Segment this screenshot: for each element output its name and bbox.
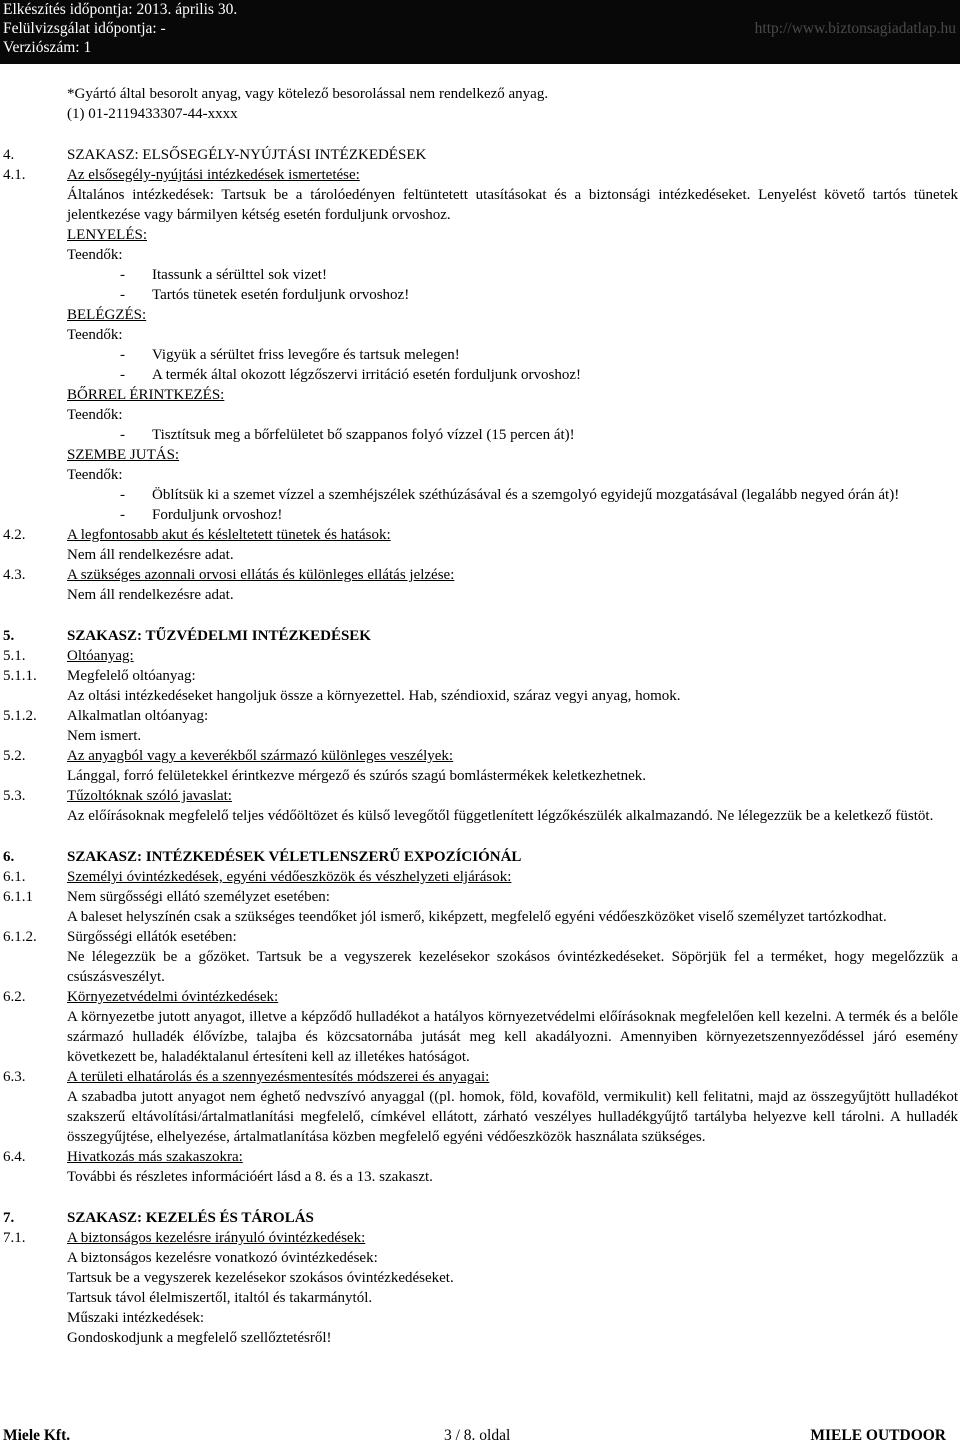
section-5-3-heading [0,786,960,806]
section-number: 5.2. [3,748,26,764]
section-text: Tartsuk be a vegyszerek kezelésekor szokásos óvintézkedéseket. [67,1270,454,1286]
header-lines [3,0,237,57]
section-text: A baleset helyszínén csak a szükséges teendőket jól ismerő, kiképzett, megfelelő egyéni védőeszközöket viselő személyzet tartózkodhat. [67,909,887,925]
actions-label: Teendők: [67,247,123,263]
section-text: Nem ismert. [67,728,142,744]
section-6-heading [0,847,960,867]
section-text: Ne lélegezzük be a gőzöket. Tartsuk be a vegyszerek kezelésekor szokásos óvintézkedéseket. Söpörjük fel a terméket, hogy megelőzzük a csúszásveszélyt. [67,949,958,985]
list-item: - Öblítsük ki a szemet vízzel a szemhéjszélek széthúzásával és a szemgolyó egyidejű mozgatásával (legalább negyed órán át)! [120,487,900,503]
document-body [0,84,960,1348]
section-text: Lánggal, forró felületekkel érintkezve mérgező és szúrós szagú bomlástermékek keletkezhetnek. [67,768,647,784]
section-4-heading [0,145,960,165]
section-title: Az anyagból vagy a keverékből származó különleges veszélyek: [67,748,454,764]
section-number: 6.3. [3,1069,26,1085]
actions-label: Teendők: [67,407,123,423]
section-title: Tűzoltóknak szóló javaslat: [67,788,232,804]
list-item: - Tartós tünetek esetén forduljunk orvoshoz! [120,287,410,303]
section-4-2-heading [0,525,960,545]
section-text: Műszaki intézkedések: [67,1310,205,1326]
section-number: 7.1. [3,1230,26,1246]
section-title: SZAKASZ: KEZELÉS ÉS TÁROLÁS [67,1210,314,1226]
section-text: Gondoskodjunk a megfelelő szellőztetésről! [67,1330,332,1346]
section-number: 4. [3,147,15,163]
inhalation-heading: BELÉGZÉS: [67,307,147,323]
section-number: 6.1. [3,869,26,885]
section-5-2-heading [0,746,960,766]
list-item: - Vigyük a sérültet friss levegőre és tartsuk melegen! [120,347,460,363]
section-6-3-heading [0,1067,960,1087]
section-text: Nem áll rendelkezésre adat. [67,547,234,563]
section-number: 6.4. [3,1149,26,1165]
section-number: 5. [3,628,15,644]
section-text: Az oltási intézkedéseket hangoljuk össze a környezettel. Hab, széndioxid, száraz vegyi anyag, homok. [67,688,681,704]
section-number: 4.1. [3,167,26,183]
section-text: A környezetbe jutott anyagot, illetve a képződő hulladékot a hatályos környezetvédelmi előírásoknak megfelelően kell kezelni. A termék és a belőle származó hulladék élővízbe, talajba és közcsatornába jutását meg kell akadályozni. Amennyiben környezetszennyeződéssel járó esemény következett be, haladéktalanul értesíteni kell az illetékes hatóságot. [67,1009,958,1065]
section-5-1-1-heading [0,666,960,686]
section-6-2-heading [0,987,960,1007]
list-item: - Itassunk a sérülttel sok vizet! [120,267,327,283]
classification-note: *Gyártó által besorolt anyag, vagy kötelező besorolással nem rendelkező anyag. [67,86,549,102]
section-number: 5.1.2. [3,708,37,724]
footer-company: Miele Kft. [3,1427,71,1444]
section-number: 6. [3,849,15,865]
skin-contact-heading: BŐRREL ÉRINTKEZÉS: [67,387,225,403]
section-number: 4.3. [3,567,26,583]
eye-contact-heading: SZEMBE JUTÁS: [67,447,180,463]
general-measures: Általános intézkedések: Tartsuk be a tárolóedényen feltüntetett utasításokat és a biztonsági intézkedéseket. Lenyelést követő tartós tünetek jelentkezése vagy bármilyen kétség esetén forduljunk orvoshoz. [67,187,958,223]
section-title: Környezetvédelmi óvintézkedések: [67,989,279,1005]
spacer [0,124,960,145]
section-number: 5.1.1. [3,668,37,684]
section-title: Sürgősségi ellátók esetében: [67,929,237,945]
section-title: A biztonságos kezelésre irányuló óvintézkedések: [67,1230,366,1246]
section-number: 5.3. [3,788,26,804]
section-number: 6.1.2. [3,929,37,945]
section-5-1-2-heading [0,706,960,726]
section-text: A szabadba jutott anyagot nem éghető nedvszívó anyaggal ((pl. homok, föld, kovaföld, vermikulit) kell felitatni, majd az összegyűjtött hulladékot szakszerű eltávolítási/ártalmatlanítási megfelelő, címkével ellátott, zárható veszélyes hulladékgyűjtő tartályba helyezve kell tárolni. A hulladék összegyűjtése, elhelyezése, ártalmatlanítása közben megfelelő egyéni védőeszközök használata szükséges. [67,1089,958,1145]
page-header [0,0,960,64]
section-title: Hivatkozás más szakaszokra: [67,1149,243,1165]
registration-note: (1) 01-2119433307-44-xxxx [67,106,238,122]
section-title: SZAKASZ: ELSŐSEGÉLY-NYÚJTÁSI INTÉZKEDÉSEK [67,147,427,163]
section-text: A biztonságos kezelésre vonatkozó óvintézkedések: [67,1250,378,1266]
spacer [0,826,960,847]
section-title: Az elsősegély-nyújtási intézkedések ismertetése: [67,167,360,183]
version-number: Verziószám: 1 [3,39,92,56]
section-title: Oltóanyag: [67,648,134,664]
section-text: További és részletes információért lásd a 8. és a 13. szakaszt. [67,1169,433,1185]
section-5-heading [0,626,960,646]
header-url: http://www.biztonsagiadatlap.hu [754,20,956,37]
footer-brand: MIELE OUTDOOR [810,1427,946,1444]
section-title: Nem sürgősségi ellátó személyzet esetében: [67,889,330,905]
footer-page-number: 3 / 8. oldal [444,1427,511,1444]
spacer [0,605,960,626]
section-number: 6.2. [3,989,26,1005]
section-title: A szükséges azonnali orvosi ellátás és különleges ellátás jelzése: [67,567,455,583]
section-6-1-1-heading [0,887,960,907]
section-7-1-heading [0,1228,960,1248]
list-item: - Tisztítsuk meg a bőrfelületet bő szappanos folyó vízzel (15 percen át)! [120,427,575,443]
section-4-1-heading [0,165,960,185]
creation-date: Elkészítés időpontja: 2013. április 30. [3,1,238,18]
spacer [0,1187,960,1208]
section-title: Megfelelő oltóanyag: [67,668,196,684]
section-title: A területi elhatárolás és a szennyezésmentesítés módszerei és anyagai: [67,1069,490,1085]
review-date: Felülvizsgálat időpontja: - [3,20,166,37]
actions-label: Teendők: [67,327,123,343]
section-number: 5.1. [3,648,26,664]
section-4-3-heading [0,565,960,585]
ingestion-heading: LENYELÉS: [67,227,147,243]
section-5-1-heading [0,646,960,666]
section-title: SZAKASZ: INTÉZKEDÉSEK VÉLETLENSZERŰ EXPOZÍCIÓNÁL [67,849,522,865]
section-6-1-heading [0,867,960,887]
section-title: Személyi óvintézkedések, egyéni védőeszközök és vészhelyzeti eljárások: [67,869,512,885]
section-text: Nem áll rendelkezésre adat. [67,587,234,603]
section-title: Alkalmatlan oltóanyag: [67,708,209,724]
section-6-4-heading [0,1147,960,1167]
section-number: 6.1.1 [3,889,33,905]
section-text: Az előírásoknak megfelelő teljes védőöltözet és külső levegőtől függetlenített légzőkészülék alkalmazandó. Ne lélegezzük be a keletkező füstöt. [67,808,934,824]
page-footer [0,1426,960,1447]
section-title: SZAKASZ: TŰZVÉDELMI INTÉZKEDÉSEK [67,628,371,644]
section-title: A legfontosabb akut és késleltetett tünetek és hatások: [67,527,391,543]
actions-label: Teendők: [67,467,123,483]
list-item: - A termék által okozott légzőszervi irritáció esetén forduljunk orvoshoz! [120,367,582,383]
section-6-1-2-heading [0,927,960,947]
list-item: - Forduljunk orvoshoz! [120,507,283,523]
section-7-heading [0,1208,960,1228]
section-number: 4.2. [3,527,26,543]
section-number: 7. [3,1210,15,1226]
section-text: Tartsuk távol élelmiszertől, italtól és takarmánytól. [67,1290,373,1306]
